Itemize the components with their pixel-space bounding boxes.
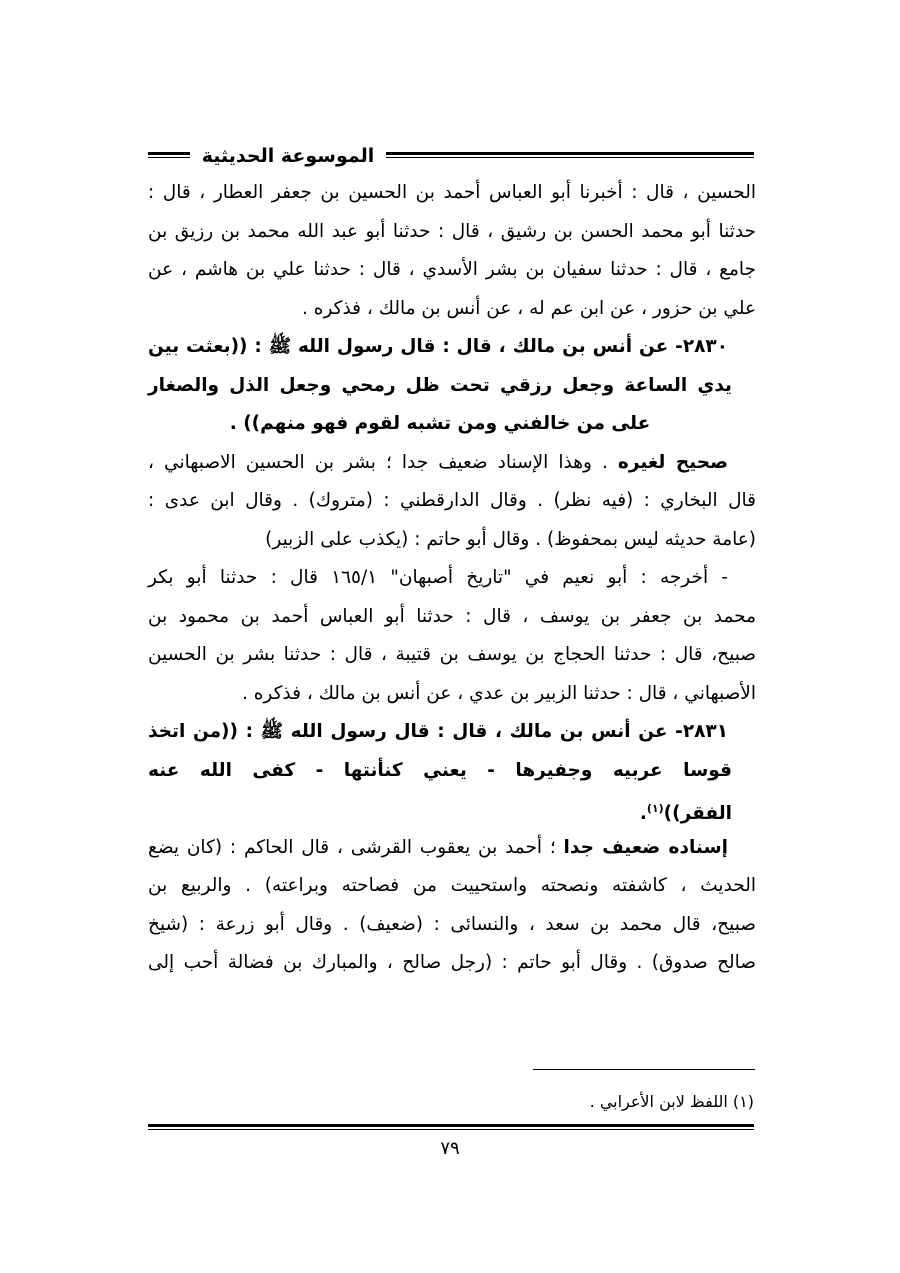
hadith-line: ٢٨٣١- عن أنس بن مالك ، قال : قال رسول الله ﷺ : ((من اتخذ	[148, 721, 728, 742]
text-line: (عامة حديثه ليس بمحفوظ) . وقال أبو حاتم : (يكذب على الزبير)	[265, 528, 756, 550]
page-number: ٧٩	[440, 1138, 460, 1159]
text-line: صبيح، قال : حدثنا الحجاج بن يوسف بن قتيبة ، قال : حدثنا بشر بن الحسين	[148, 644, 756, 665]
main-text	[148, 174, 756, 983]
footnote-separator	[533, 1069, 755, 1070]
text-line: صبيح، قال محمد بن سعد ، والنسائى : (ضعيف) . وقال أبو زرعة : (شيخ	[148, 913, 756, 935]
header-rule-right	[386, 152, 754, 158]
text-line: الحديث ، كاشفته ونصحته واستحييت من فصاحته وبراعته) . والربيع بن	[148, 875, 756, 896]
text-line: صالح صدوق) . وقال أبو حاتم : (رجل صالح ، والمبارك بن فضالة أحب إلى	[148, 952, 756, 973]
text-line: الحسين ، قال : أخبرنا أبو العباس أحمد بن الحسين بن جعفر العطار ، قال :	[148, 182, 756, 203]
text-line: - أخرجه : أبو نعيم في "تاريخ أصبهان" ١٦٥/١ قال : حدثنا أبو بكر	[148, 567, 728, 588]
grading-rest: ؛ أحمد بن يعقوب القرشى ، قال الحاكم : (كان يضع	[148, 836, 564, 858]
hadith-line-end: الفقر))$^{(١)}$.	[639, 802, 732, 825]
running-header	[148, 142, 754, 170]
text-line: الأصبهاني ، قال : حدثنا الزبير بن عدي ، عن أنس بن مالك ، فذكره .	[241, 682, 756, 704]
grading-line	[148, 829, 756, 868]
footer-rule	[148, 1124, 754, 1130]
grading-label: إسناده ضعيف جدا	[563, 836, 728, 858]
hadith-line: على من خالفني ومن تشبه لقوم فهو منهم)) .	[229, 413, 651, 434]
hadith-line: يدي الساعة وجعل رزقي تحت ظل رمحي وجعل الذل والصغار	[148, 374, 732, 396]
text-line: علي بن حزور ، عن ابن عم له ، عن أنس بن مالك ، فذكره .	[302, 297, 756, 319]
footnote-marker: (١)	[646, 802, 664, 815]
grading-line	[148, 444, 756, 483]
hadith-end-text: الفقر))	[663, 803, 732, 825]
header-title: الموسوعة الحديثية	[201, 145, 375, 167]
hadith-line: قوسا عربيه وجفيرها - يعني كنأنتها - كفى الله عنه	[148, 759, 732, 781]
header-rule-left	[148, 152, 190, 158]
footnote: (١) اللفظ لابن الأعرابي .	[589, 1092, 754, 1111]
text-line: محمد بن جعفر بن يوسف ، قال : حدثنا أبو العباس أحمد بن محمود بن	[148, 605, 756, 627]
text-line: قال البخاري : (فيه نظر) . وقال الدارقطني : (متروك) . وقال ابن عدى :	[148, 490, 756, 511]
grading-label: صحيح لغيره	[617, 451, 728, 473]
text-line: جامع ، قال : حدثنا سفيان بن بشر الأسدي ، قال : حدثنا علي بن هاشم ، عن	[148, 259, 756, 280]
text-line: حدثنا أبو محمد الحسن بن رشيق ، قال : حدثنا أبو عبد الله محمد بن رزيق بن	[148, 220, 756, 242]
grading-rest: . وهذا الإسناد ضعيف جدا ؛ بشر بن الحسين الاصبهاني ،	[148, 451, 618, 473]
hadith-line: ٢٨٣٠- عن أنس بن مالك ، قال : قال رسول الله ﷺ : ((بعثت بين	[148, 336, 728, 357]
